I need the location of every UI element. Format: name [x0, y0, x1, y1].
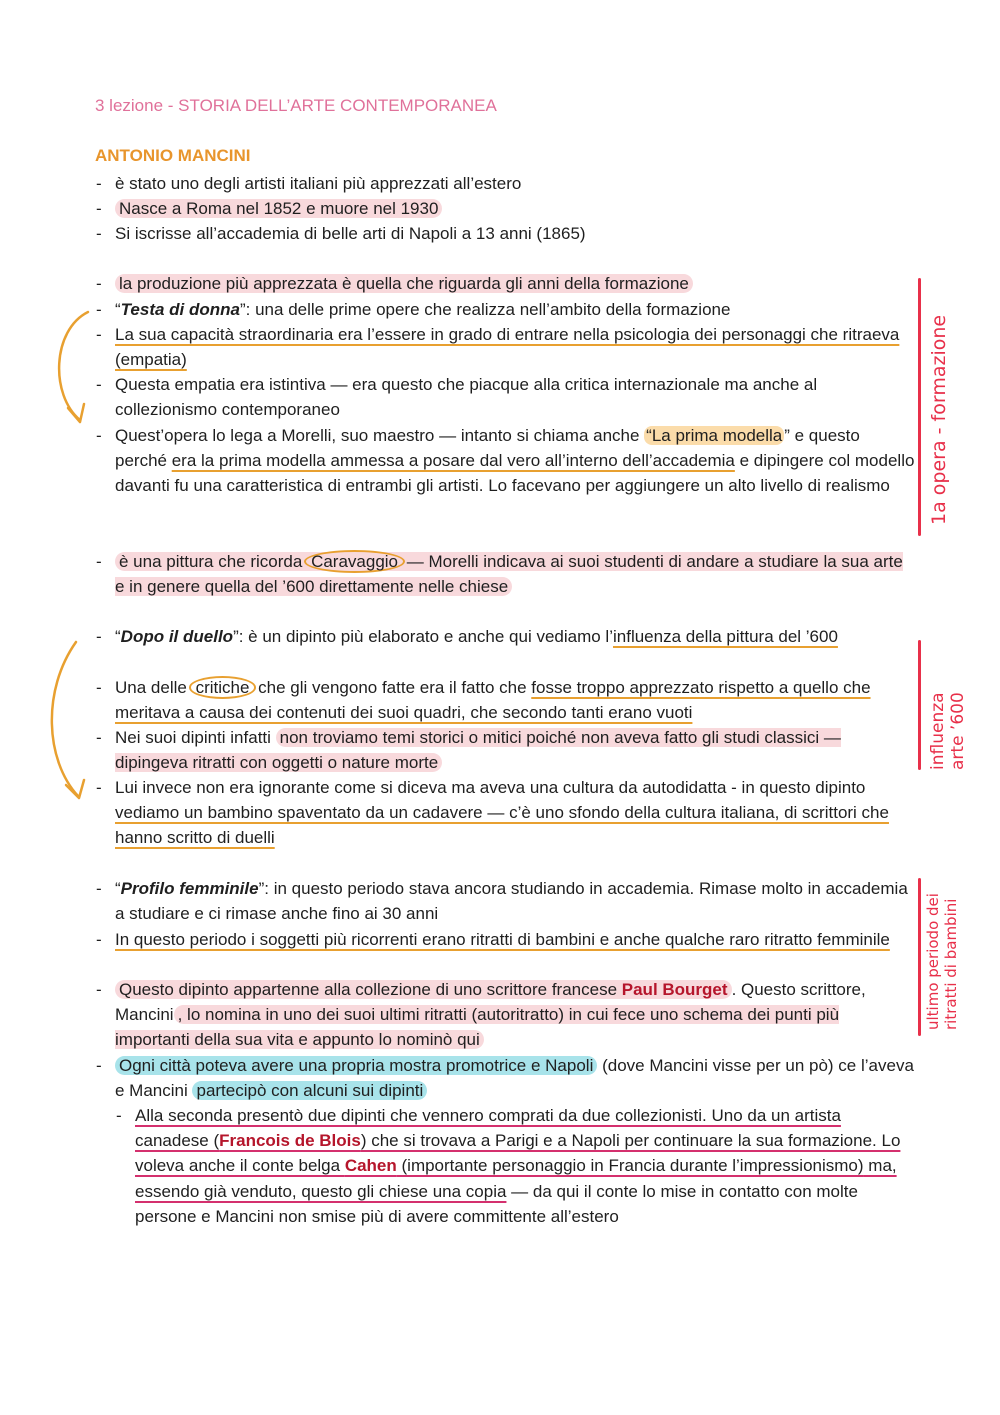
list-item: - Questa empatia era istintiva — era questo che piacque alla critica internazionale ma anche al collezionismo contemporaneo	[115, 372, 915, 422]
margin-bracket	[918, 878, 921, 1036]
list-item: - la produzione più apprezzata è quella che riguarda gli anni della formazione	[115, 271, 915, 296]
person-name: Francois de Blois	[219, 1131, 361, 1151]
sub-list-item: - Alla seconda presentò due dipinti che vennero comprati da due collezionisti. Uno da un artista canadese (Francois de Blois) che si trovava a Parigi e a Napoli per continuare la sua formazione. Lo voleva anche il conte belga Cahen (importante personaggio in Francia durante l’impressionismo) ma, essendo già venduto, questo gli chiese una copia — da qui il conte lo mise in contatto con molte persone e Mancini non smise più di avere committente all’estero	[135, 1103, 910, 1229]
page-title: 3 lezione - STORIA DELL’ARTE CONTEMPORANEA	[95, 96, 497, 115]
margin-bracket	[918, 278, 921, 536]
list-item: - Si iscrisse all’accademia di belle arti di Napoli a 13 anni (1865)	[115, 221, 915, 246]
person-name: Cahen	[344, 1156, 397, 1176]
margin-note: 1a opera - formazione	[928, 314, 950, 525]
artwork-title: Dopo il duello	[120, 627, 234, 646]
section-heading: ANTONIO MANCINI	[95, 146, 251, 165]
list-item: - Questo dipinto appartenne alla collezione di uno scrittore francese Paul Bourget . Questo scrittore, Mancini , lo nomina in uno dei suoi ultimi ritratti (autoritratto) in cui fece uno schema dei punti più importanti della sua vita e appunto lo nominò qui	[115, 977, 915, 1053]
artwork-title: Testa di donna	[120, 300, 240, 319]
person-name: Paul Bourget	[621, 980, 728, 999]
list-item: - “Testa di donna”: una delle prime opere che realizza nell’ambito della formazione	[115, 297, 915, 322]
margin-note: ultimo periodo dei ritratti di bambini	[924, 893, 960, 1030]
list-item: - Ogni città poteva avere una propria mostra promotrice e Napoli (dove Mancini visse per un pò) ce l’aveva e Mancini partecipò con alcuni sui dipinti	[115, 1053, 915, 1103]
margin-bracket	[918, 640, 921, 770]
artwork-title: Profilo femminile	[120, 879, 259, 898]
list-item: - “Dopo il duello”: è un dipinto più elaborato e anche qui vediamo l’influenza della pittura del ’600	[115, 624, 915, 649]
list-item: - La sua capacità straordinaria era l’essere in grado di entrare nella psicologia dei personaggi che ritraeva (empatia)	[115, 322, 915, 372]
list-item: - In questo periodo i soggetti più ricorrenti erano ritratti di bambini e anche qualche raro ritratto femminile	[115, 927, 915, 952]
list-item: - è una pittura che ricorda Caravaggio — Morelli indicava ai suoi studenti di andare a studiare la sua arte e in genere quella del ’600 direttamente nelle chiese	[115, 549, 915, 599]
list-item: - “Profilo femminile”: in questo periodo stava ancora studiando in accademia. Rimase molto in accademia a studiare e ci rimase anche fino ai 30 anni	[115, 876, 915, 926]
list-item: - Nasce a Roma nel 1852 e muore nel 1930	[115, 196, 915, 221]
margin-note: influenza arte ’600	[928, 692, 968, 770]
list-item: - Quest’opera lo lega a Morelli, suo maestro — intanto si chiama anche “La prima modella ” e questo perché era la prima modella ammessa a posare dal vero all’interno dell’accademia e dipingere col modello davanti fu una caratteristica di entrambi gli artisti. Lo facevano per aggiungere un alto livello di realismo	[115, 423, 915, 499]
list-item: - è stato uno degli artisti italiani più apprezzati all’estero	[115, 171, 915, 196]
list-item: - Una delle critiche che gli vengono fatte era il fatto che fosse troppo apprezzato rispetto a quello che meritava a causa dei contenuti dei suoi quadri, che secondo tanti erano vuoti	[115, 675, 915, 725]
list-item: - Nei suoi dipinti infatti non troviamo temi storici o mitici poiché non aveva fatto gli studi classici — dipingeva ritratti con oggetti o nature morte	[115, 725, 915, 775]
list-item: - Lui invece non era ignorante come si diceva ma aveva una cultura da autodidatta - in questo dipinto vediamo un bambino spaventato da un cadavere — c’è uno sfondo della cultura italiana, di scrittori che hanno scritto di duelli	[115, 775, 915, 851]
